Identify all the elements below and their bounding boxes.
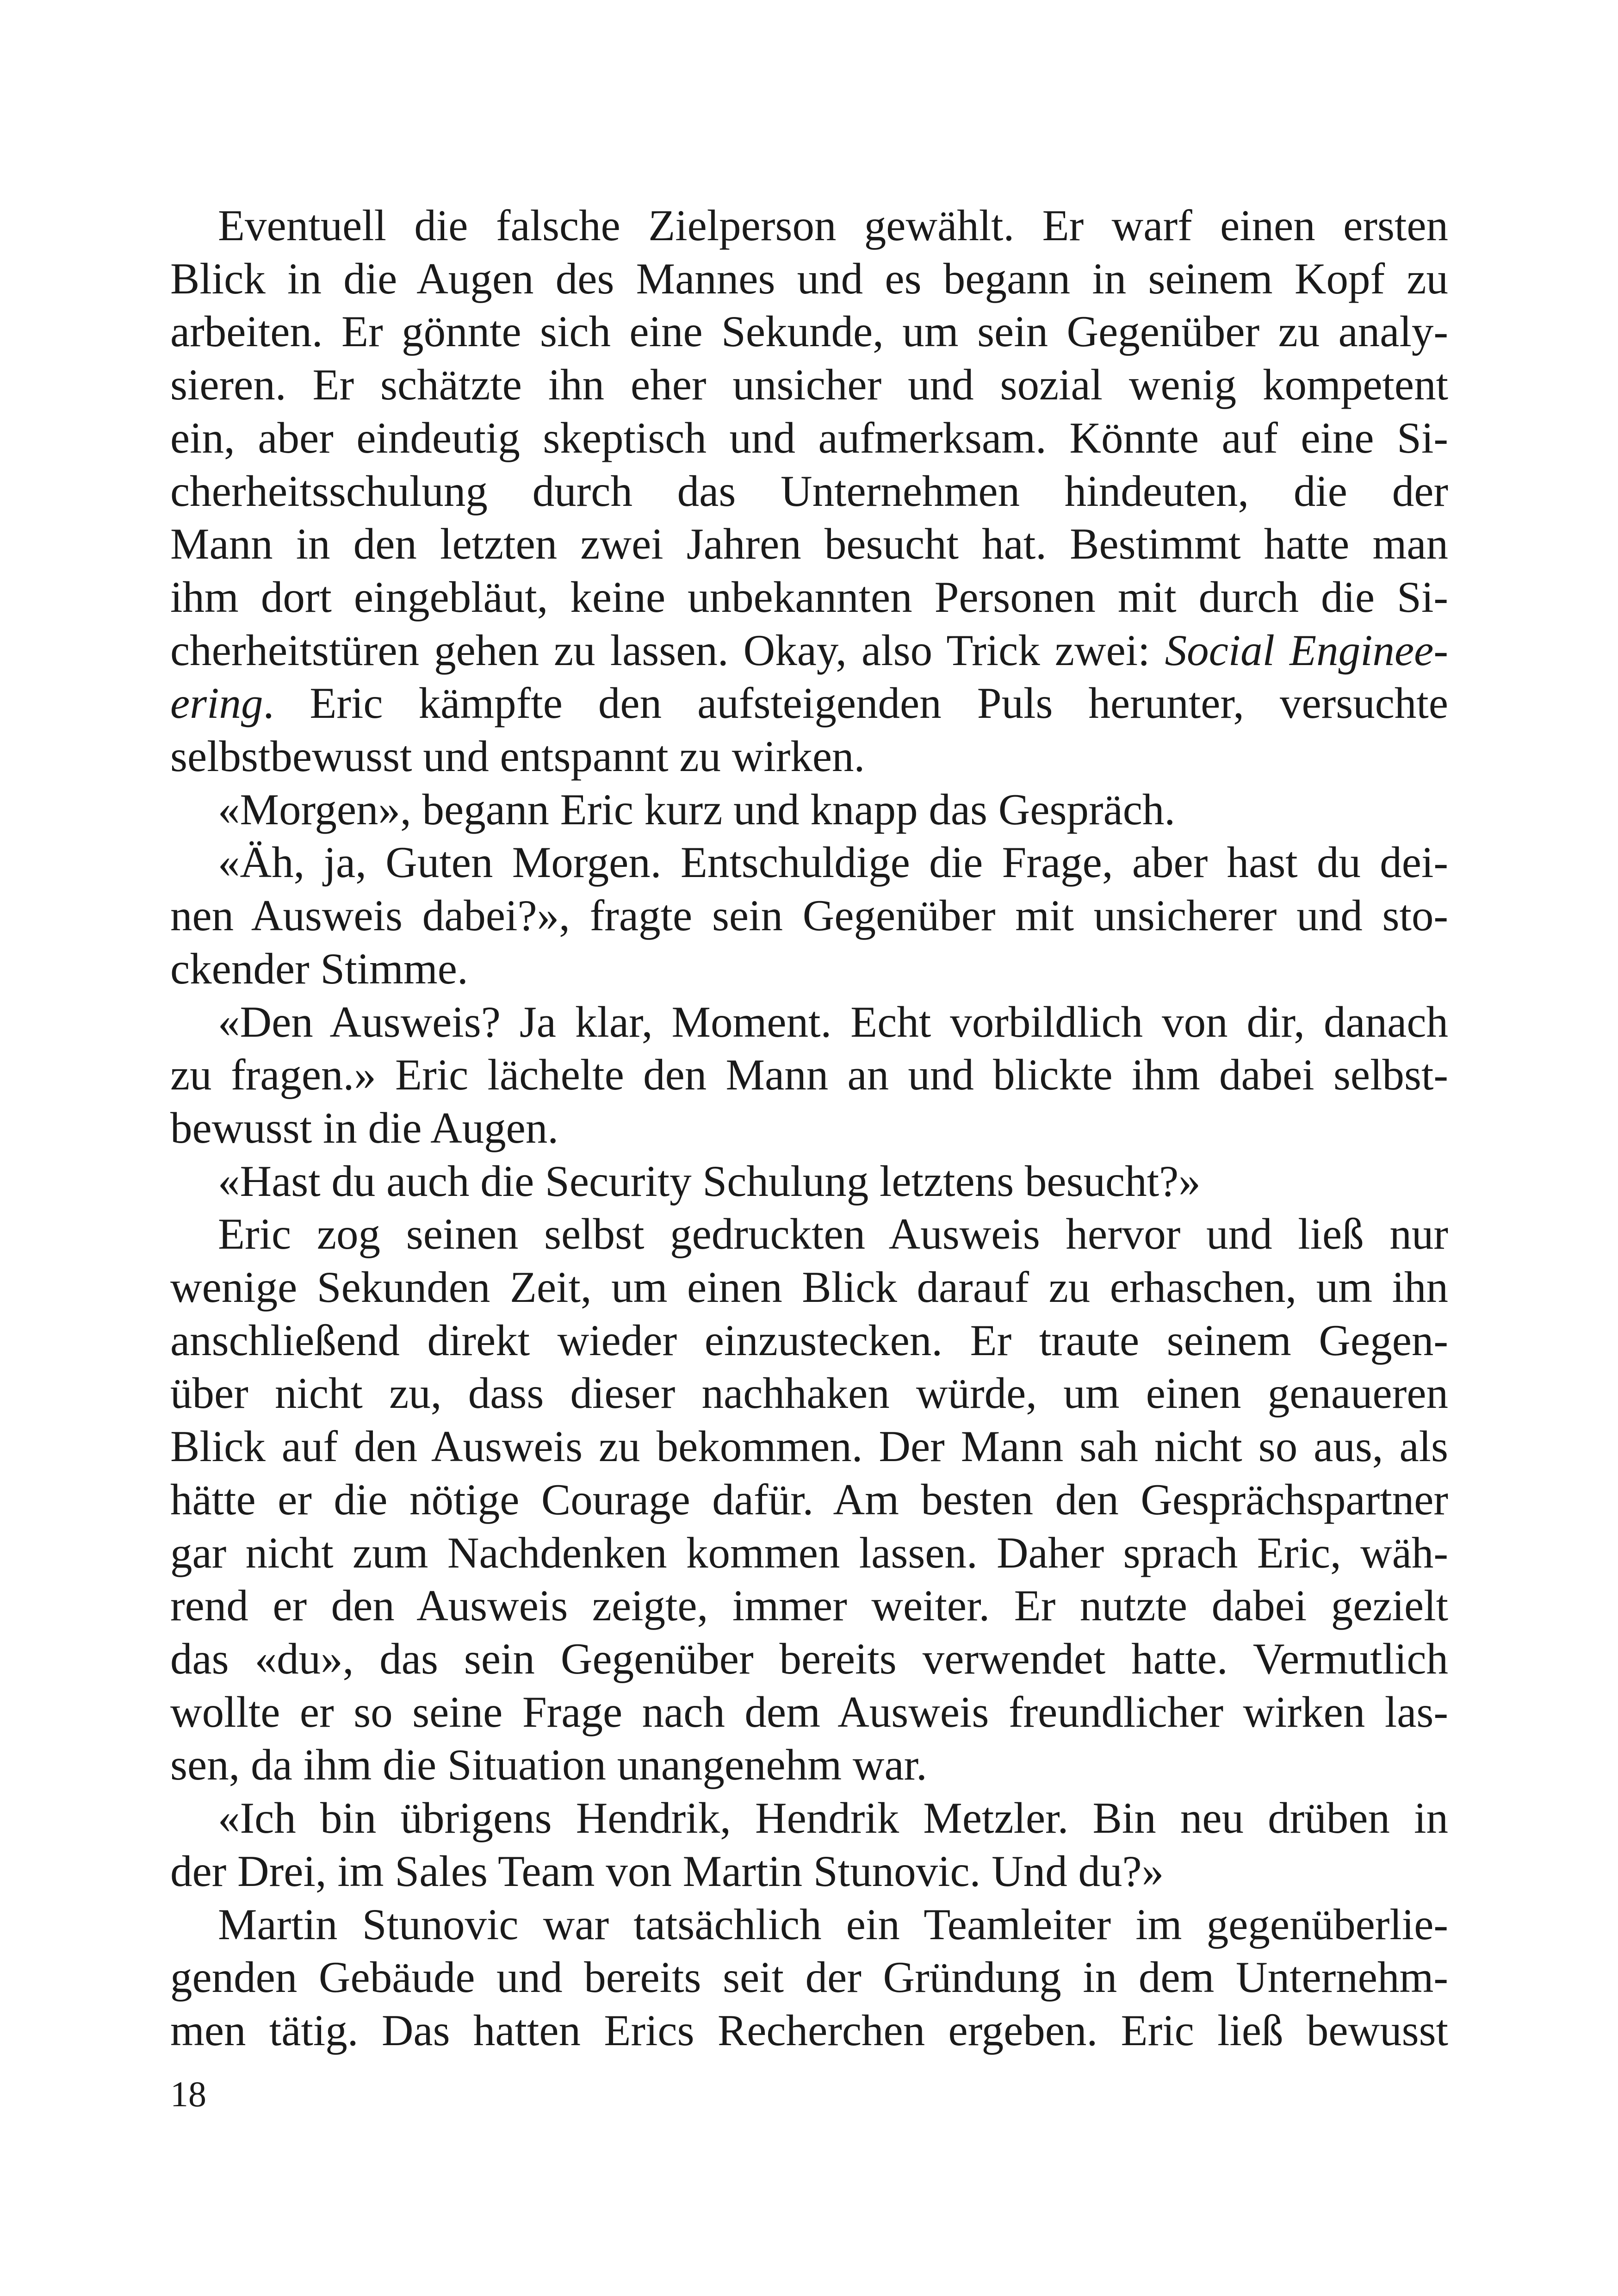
paragraph bbox=[170, 199, 1448, 783]
text-line: das «du», das sein Gegenüber bereits verwendet hatte. Vermutlich bbox=[170, 1634, 1448, 1683]
paragraph bbox=[170, 1898, 1448, 2057]
text-line: «Den Ausweis? Ja klar, Moment. Echt vorbildlich von dir, danach bbox=[218, 997, 1448, 1046]
text-line: cherheitstüren gehen zu lassen. Okay, also Trick zwei: Social Enginee- bbox=[170, 625, 1448, 675]
paragraph bbox=[170, 783, 1448, 836]
paragraph bbox=[170, 1155, 1448, 1208]
text-line: rend er den Ausweis zeigte, immer weiter. Er nutzte dabei gezielt bbox=[170, 1581, 1448, 1630]
text-line: zu fragen.» Eric lächelte den Mann an und blickte ihm dabei selbst- bbox=[170, 1050, 1448, 1100]
page-number: 18 bbox=[170, 2074, 206, 2114]
text-line: nen Ausweis dabei?», fragte sein Gegenüber mit unsicherer und sto- bbox=[170, 891, 1448, 940]
text-line: wollte er so seine Frage nach dem Ausweis freundlicher wirken las- bbox=[170, 1687, 1448, 1736]
paragraph bbox=[170, 1792, 1448, 1898]
text-line: «Hast du auch die Security Schulung letztens besucht?» bbox=[218, 1156, 1201, 1206]
paragraph bbox=[170, 836, 1448, 995]
text-line: wenige Sekunden Zeit, um einen Blick darauf zu erhaschen, um ihn bbox=[170, 1263, 1448, 1312]
text-line: Blick auf den Ausweis zu bekommen. Der Mann sah nicht so aus, als bbox=[170, 1422, 1448, 1471]
text-line: Eric zog seinen selbst gedruckten Ausweis hervor und ließ nur bbox=[218, 1209, 1448, 1259]
text-line: «Ich bin übrigens Hendrik, Hendrik Metzler. Bin neu drüben in bbox=[218, 1793, 1448, 1843]
text-line: sieren. Er schätzte ihn eher unsicher und sozial wenig kompetent bbox=[170, 360, 1448, 410]
text-line: cherheitsschulung durch das Unternehmen hindeuten, die der bbox=[170, 466, 1448, 516]
text-line: genden Gebäude und bereits seit der Gründung in dem Unternehm- bbox=[170, 1953, 1448, 2002]
text-line: Eventuell die falsche Zielperson gewählt. Er warf einen ersten bbox=[218, 201, 1448, 250]
text-line: Mann in den letzten zwei Jahren besucht hat. Bestimmt hatte man bbox=[170, 519, 1448, 569]
text-line: Martin Stunovic war tatsächlich ein Teamleiter im gegenüberlie- bbox=[218, 1899, 1448, 1949]
text-line: anschließend direkt wieder einzustecken. Er traute seinem Gegen- bbox=[170, 1315, 1448, 1365]
text-line: men tätig. Das hatten Erics Recherchen ergeben. Eric ließ bewusst bbox=[170, 2005, 1448, 2055]
text-line: ein, aber eindeutig skeptisch und aufmerksam. Könnte auf eine Si- bbox=[170, 413, 1448, 462]
text-line: gar nicht zum Nachdenken kommen lassen. Daher sprach Eric, wäh- bbox=[170, 1528, 1448, 1577]
text-line: sen, da ihm die Situation unangenehm war. bbox=[170, 1740, 927, 1790]
text-line: arbeiten. Er gönnte sich eine Sekunde, um sein Gegenüber zu analy- bbox=[170, 307, 1448, 356]
body-text bbox=[170, 199, 1448, 2057]
text-line: «Morgen», begann Eric kurz und knapp das Gespräch. bbox=[218, 784, 1176, 834]
text-line: ckender Stimme. bbox=[170, 944, 468, 993]
text-line: selbstbewusst und entspannt zu wirken. bbox=[170, 732, 865, 781]
text-line: hätte er die nötige Courage dafür. Am besten den Gesprächspartner bbox=[170, 1475, 1448, 1524]
text-line: «Äh, ja, Guten Morgen. Entschuldige die Frage, aber hast du dei- bbox=[218, 838, 1448, 887]
text-line: ihm dort eingebläut, keine unbekannten Personen mit durch die Si- bbox=[170, 572, 1448, 622]
paragraph bbox=[170, 1207, 1448, 1792]
text-line: über nicht zu, dass dieser nachhaken würde, um einen genaueren bbox=[170, 1369, 1448, 1418]
text-line: Blick in die Augen des Mannes und es begann in seinem Kopf zu bbox=[170, 254, 1448, 303]
text-line: der Drei, im Sales Team von Martin Stunovic. Und du?» bbox=[170, 1846, 1164, 1896]
text-line: bewusst in die Augen. bbox=[170, 1103, 559, 1152]
text-line: ering. Eric kämpfte den aufsteigenden Puls herunter, versuchte bbox=[170, 678, 1448, 728]
paragraph bbox=[170, 996, 1448, 1155]
